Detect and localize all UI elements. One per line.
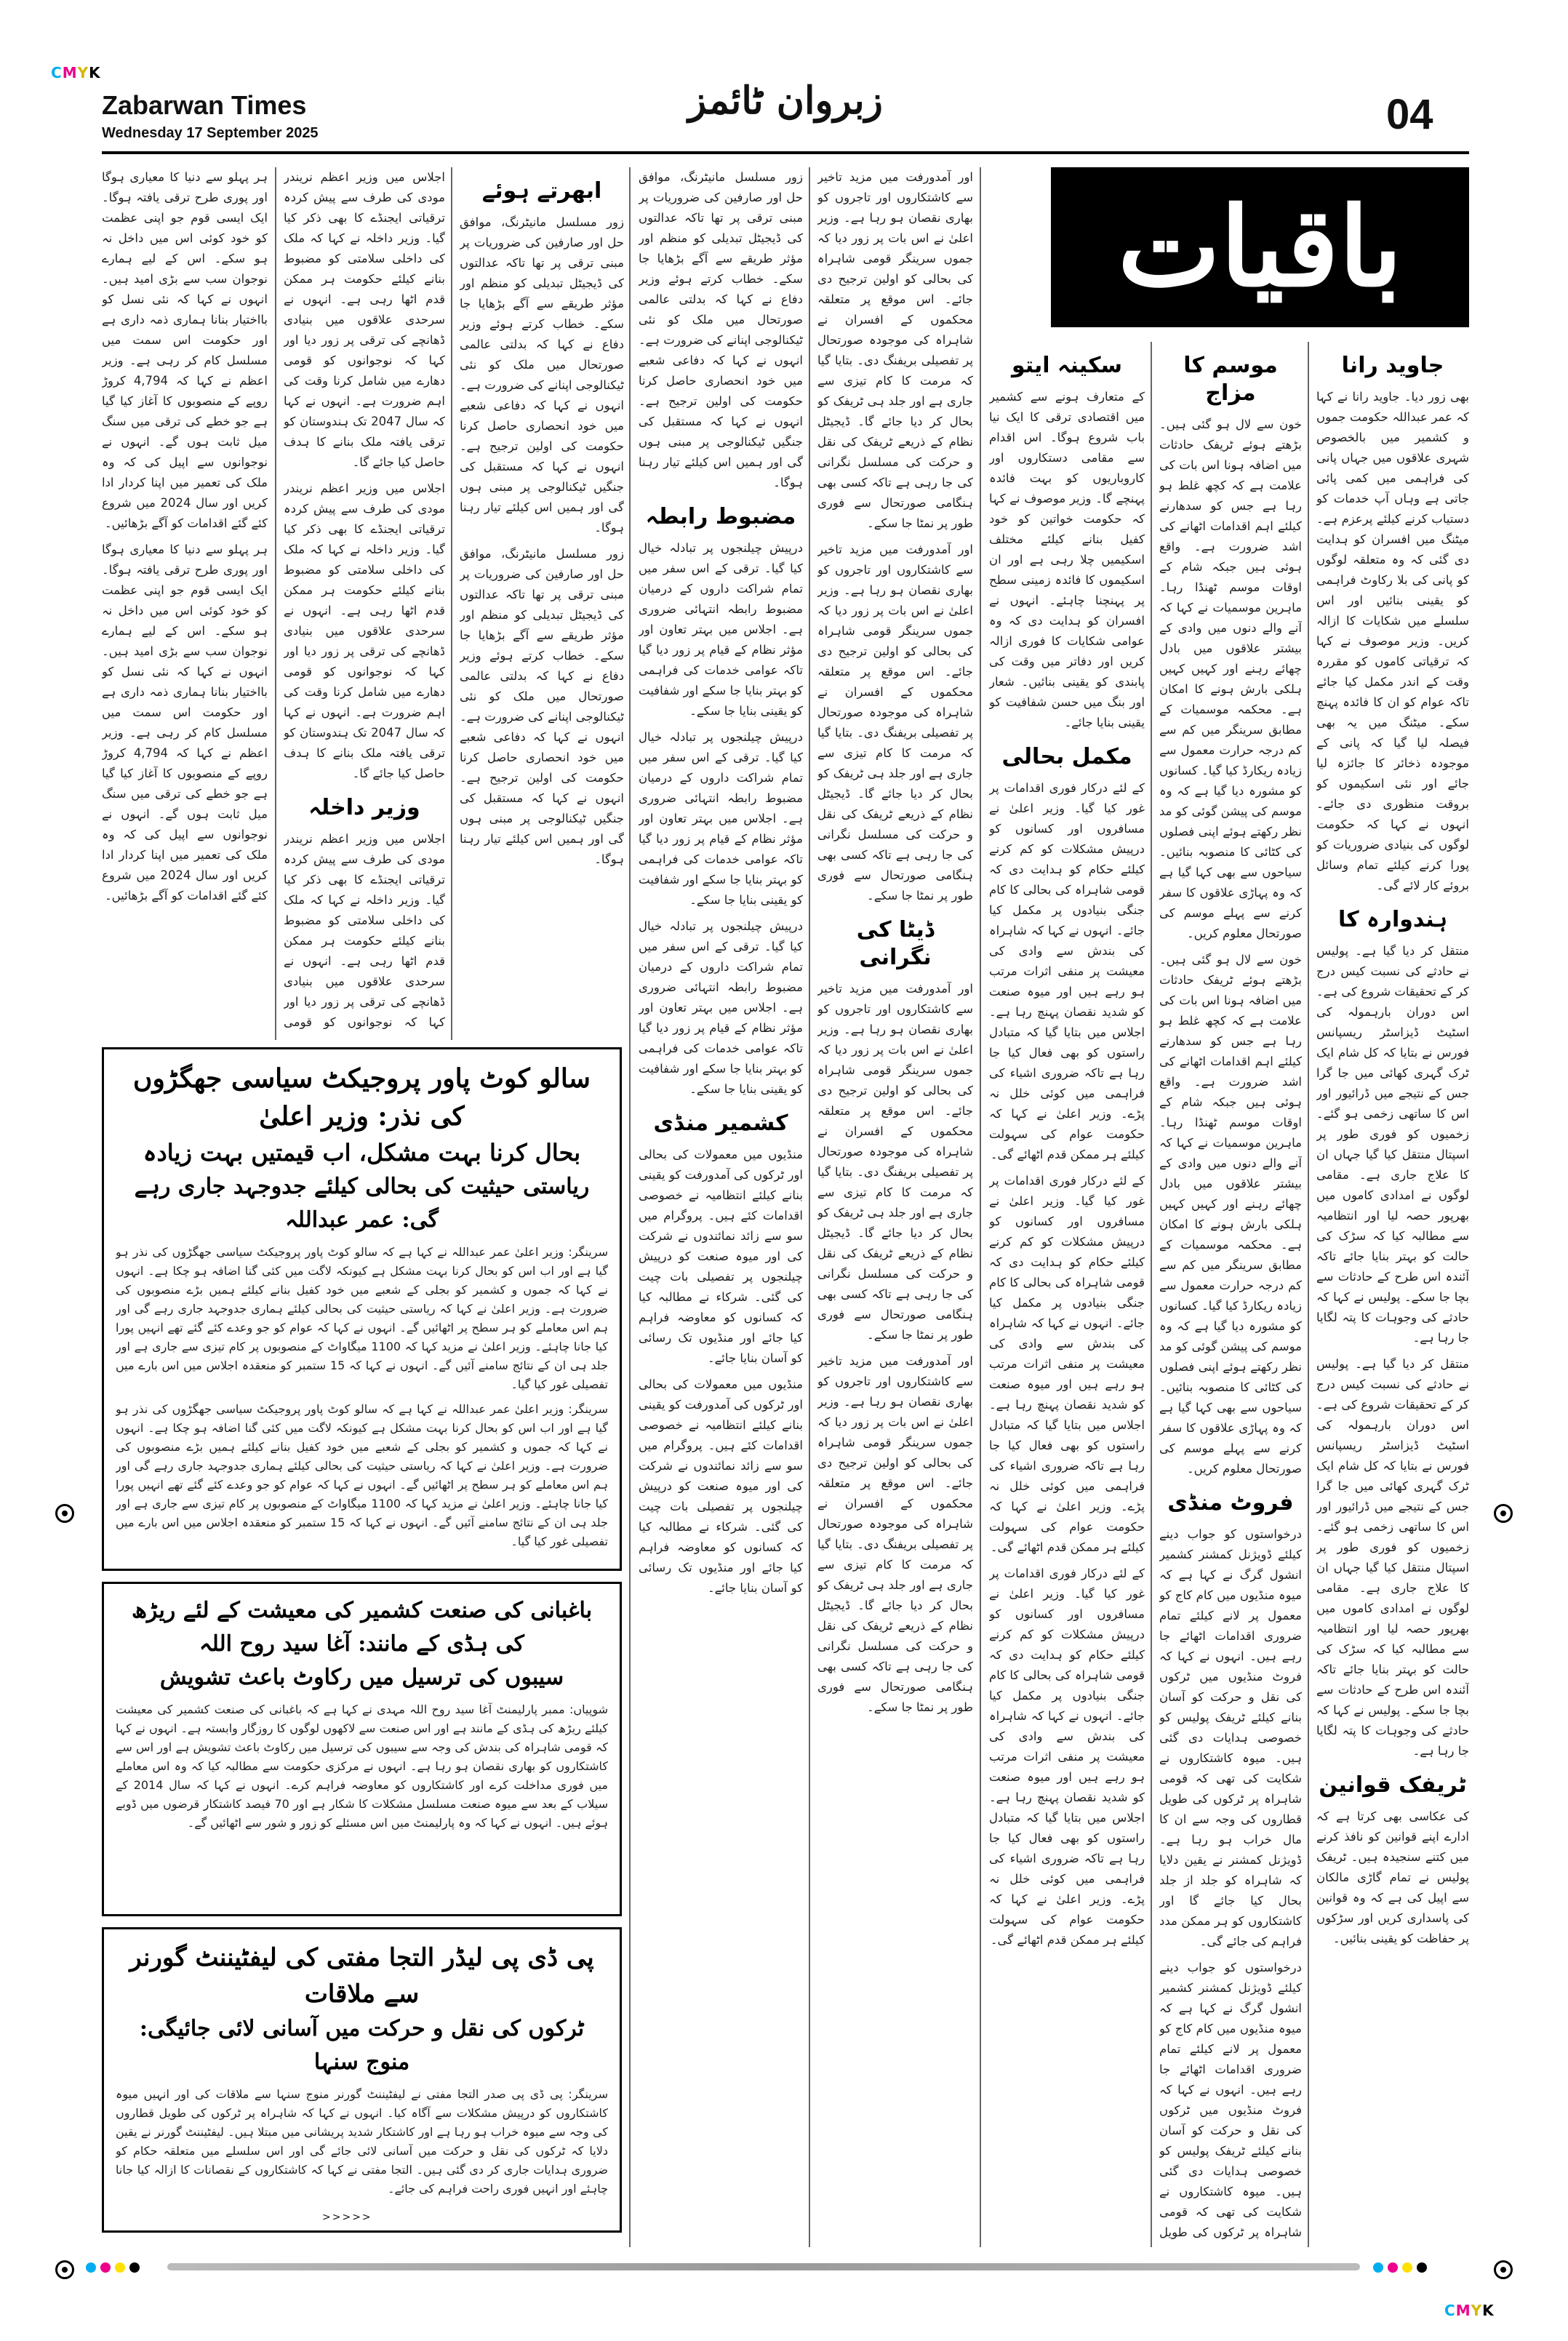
article-body: کے متعارف ہونے سے کشمیر میں اقتصادی ترقی کا ایک نیا باب شروع ہوگا۔ اس اقدام سے مقامی دستکاروں اور کاروباریوں کو بہت فائدہ پہنچے گا۔ وزیر موصوف نے کہا کہ حکومت خواتین کو خود کفیل بنانے کیلئے مختلف اسکیمیں چلا رہی ہے اور ان اسکیموں کا فائدہ زمینی سطح پر پہنچنا چاہئے۔ انہوں نے افسران کو ہدایت دی کہ وہ عوامی شکایات کا فوری ازالہ کریں اور دفاتر میں وقت کی پابندی کو یقینی بنائیں۔ شعار اور بنگ میں حسن شفافیت کو یقینی بنایا جائے۔ — [989, 390, 1145, 729]
article-heading: سکینہ ایتو — [1011, 353, 1123, 378]
article-body: ہر پہلو سے دنیا کا معیاری ہوگا اور پوری طرح ترقی یافتہ ہوگا۔ ایک ایسی قوم جو اپنی عظمت کو خود کوئی اس میں داخل نہ ہو سکے۔ اس کے لیے ہمارے نوجوان سب سے بڑی امید ہیں۔ انہوں نے کہا کہ نئی نسل کو بااختیار بنانا ہماری ذمہ داری ہے اور حکومت اس سمت میں مسلسل کام کر رہی ہے۔ وزیر اعظم نے کہا کہ 4,794 کروڑ روپے کے منصوبوں کا آغاز کیا گیا ہے جو خطے کی ترقی میں سنگ میل ثابت ہوں گے۔ انہوں نے نوجوانوں سے اپیل کی کہ وہ ملک کی تعمیر میں اپنا کردار ادا کریں اور سال 2024 میں شروع کئے گئے اقدامات کو آگے بڑھائیں۔ — [102, 170, 268, 530]
article-body: منڈیوں میں معمولات کی بحالی اور ٹرکوں کی آمدورفت کو یقینی بنانے کیلئے انتظامیہ نے خصوصی اقدامات کئے ہیں۔ پروگرام میں سو سے زائد نمائندوں نے شرکت کی اور میوہ صنعت کو درپیش چیلنجوں پر تفصیلی بات چیت کی گئی۔ شرکاء نے مطالبہ کیا کہ کسانوں کو معاوضہ فراہم کیا جائے اور منڈیوں تک رسائی کو آسان بنایا جائے۔ — [639, 1377, 803, 1595]
article-body: خون سے لال ہو گئی ہیں۔ بڑھتے ہوئے ٹریفک حادثات میں اضافہ ہونا اس بات کی علامت ہے کہ کچھ غلط ہو رہا ہے جس کو سدھارنے کیلئے اہم اقدامات اٹھانے کی اشد ضرورت ہے۔ واقع ہوئی ہیں جبکہ شام کے اوقات موسم ٹھنڈا رہا۔ ماہرین موسمیات نے کہا کہ آنے والے دنوں میں وادی کے بیشتر علاقوں میں بادل چھائے رہنے اور کہیں کہیں ہلکی بارش ہونے کا امکان ہے۔ محکمہ موسمیات کے مطابق سرینگر میں کم سے کم درجہ حرارت معمول سے زیادہ ریکارڈ کیا گیا۔ کسانوں کو مشورہ دیا گیا ہے کہ وہ موسم کی پیشن گوئی کو مد نظر رکھتے ہوئے اپنی فصلوں کی کٹائی کا منصوبہ بنائیں۔ سیاحوں سے بھی کہا گیا ہے کہ وہ پہاڑی علاقوں کا سفر کرنے سے پہلے موسم کی صورتحال معلوم کریں۔ — [1159, 417, 1302, 940]
registration-mark-right-icon — [1494, 1504, 1513, 1523]
section-banner: باقیات — [1051, 167, 1469, 327]
article-body: درپیش چیلنجوں پر تبادلہ خیال کیا گیا۔ ترقی کے اس سفر میں تمام شراکت داروں کے درمیان مضبوط رابطہ انتہائی ضروری ہے۔ اجلاس میں بہتر تعاون اور مؤثر نظام کے قیام پر زور دیا گیا تاکہ عوامی خدمات کی فراہمی کو بہتر بنایا جا سکے اور شفافیت کو یقینی بنایا جا سکے۔ — [639, 919, 803, 1096]
boxed-story-iltija — [102, 1927, 622, 2233]
article-column-5 — [639, 167, 803, 2240]
masthead-date: Wednesday 17 September 2025 — [102, 125, 319, 141]
column-divider — [629, 167, 631, 2247]
article-body: زور مسلسل مانیٹرنگ، موافق حل اور صارفین کی ضروریات پر مبنی ترقی پر تھا تاکہ عدالتوں کی ڈیجیٹل تبدیلی کو منظم اور مؤثر طریقے سے آگے بڑھایا جا سکے۔ خطاب کرتے ہوئے وزیر دفاع نے کہا کہ بدلتی عالمی صورتحال میں ملک کو نئی ٹیکنالوجی اپنانے کی ضرورت ہے۔ انہوں نے کہا کہ دفاعی شعبے میں خود انحصاری حاصل کرنا حکومت کی اولین ترجیح ہے۔ انہوں نے کہا کہ مستقبل کی جنگیں ٹیکنالوجی پر مبنی ہوں گی اور ہمیں اس کیلئے تیار رہنا ہوگا۔ — [460, 547, 624, 866]
article-column-1 — [1316, 342, 1469, 2240]
story-headline: باغبانی کی صنعت کشمیر کی معیشت کے لئے ریڑھ کی ہڈی کے مانند: آغا سید روح اللہ — [131, 1598, 593, 1657]
page-number: 04 — [1386, 91, 1433, 138]
boxed-story-horticulture — [102, 1582, 622, 1916]
story-body — [116, 1243, 608, 1599]
article-heading: ابھرتے ہوئے — [481, 178, 602, 204]
article-body: ہر پہلو سے دنیا کا معیاری ہوگا اور پوری طرح ترقی یافتہ ہوگا۔ ایک ایسی قوم جو اپنی عظمت کو خود کوئی اس میں داخل نہ ہو سکے۔ اس کے لیے ہمارے نوجوان سب سے بڑی امید ہیں۔ انہوں نے کہا کہ نئی نسل کو بااختیار بنانا ہماری ذمہ داری ہے اور حکومت اس سمت میں مسلسل کام کر رہی ہے۔ وزیر اعظم نے کہا کہ 4,794 کروڑ روپے کے منصوبوں کا آغاز کیا گیا ہے جو خطے کی ترقی میں سنگ میل ثابت ہوں گے۔ انہوں نے نوجوانوں سے اپیل کی کہ وہ ملک کی تعمیر میں اپنا کردار ادا کریں اور سال 2024 میں شروع کئے گئے اقدامات کو آگے بڑھائیں۔ — [102, 543, 268, 903]
article-body: اور آمدورفت میں مزید تاخیر سے کاشتکاروں اور تاجروں کو بھاری نقصان ہو رہا ہے۔ وزیر اعلیٰ نے اس بات پر زور دیا کہ جموں سرینگر قومی شاہراہ کی بحالی کو اولین ترجیح دی جائے۔ اس موقع پر متعلقہ محکموں کے افسران نے شاہراہ کی موجودہ صورتحال پر تفصیلی بریفنگ دی۔ بتایا گیا کہ مرمت کا کام تیزی سے جاری ہے اور جلد ہی ٹریفک کو بحال کر دیا جائے گا۔ ڈیجیٹل نظام کے ذریعے ٹریفک کی نقل و حرکت کی مسلسل نگرانی کی جا رہی ہے تاکہ کسی بھی ہنگامی صورتحال سے فوری طور پر نمٹا جا سکے۔ — [817, 1354, 973, 1714]
article-body: اجلاس میں وزیر اعظم نریندر مودی کی طرف سے پیش کردہ ترقیاتی ایجنڈے کا بھی ذکر کیا گیا۔ وزیر داخلہ نے کہا کہ ملک کی داخلی سلامتی کو مضبوط بنانے کیلئے حکومت ہر ممکن قدم اٹھا رہی ہے۔ انہوں نے سرحدی علاقوں میں بنیادی ڈھانچے کی ترقی پر زور دیا اور کہا کہ نوجوانوں کو قومی دھارے میں شامل کرنا وقت کی اہم ضرورت ہے۔ انہوں نے کہا کہ سال 2047 تک ہندوستان کو ترقی یافتہ ملک بنانے کا ہدف حاصل کیا جائے گا۔ — [284, 481, 445, 780]
cmyk-mark-top: CMYK — [51, 64, 101, 81]
article-body: اور آمدورفت میں مزید تاخیر سے کاشتکاروں اور تاجروں کو بھاری نقصان ہو رہا ہے۔ وزیر اعلیٰ نے اس بات پر زور دیا کہ جموں سرینگر قومی شاہراہ کی بحالی کو اولین ترجیح دی جائے۔ اس موقع پر متعلقہ محکموں کے افسران نے شاہراہ کی موجودہ صورتحال پر تفصیلی بریفنگ دی۔ بتایا گیا کہ مرمت کا کام تیزی سے جاری ہے اور جلد ہی ٹریفک کو بحال کر دیا جائے گا۔ ڈیجیٹل نظام کے ذریعے ٹریفک کی نقل و حرکت کی مسلسل نگرانی کی جا رہی ہے تاکہ کسی بھی ہنگامی صورتحال سے فوری طور پر نمٹا جا سکے۔ — [817, 543, 973, 903]
registration-mark-bottom-left-icon — [55, 2260, 74, 2279]
article-column-6 — [460, 167, 624, 1033]
article-column-3 — [989, 342, 1145, 2240]
color-swatches-right — [1373, 2262, 1431, 2276]
article-heading: جاوید رانا — [1341, 353, 1444, 378]
article-body: اجلاس میں وزیر اعظم نریندر مودی کی طرف سے پیش کردہ ترقیاتی ایجنڈے کا بھی ذکر کیا گیا۔ وزیر داخلہ نے کہا کہ ملک کی داخلی سلامتی کو مضبوط بنانے کیلئے حکومت ہر ممکن قدم اٹھا رہی ہے۔ انہوں نے سرحدی علاقوں میں بنیادی ڈھانچے کی ترقی پر زور دیا اور کہا کہ نوجوانوں کو قومی دھارے میں شامل کرنا وقت کی اہم ضرورت ہے۔ انہوں نے کہا کہ سال 2047 تک ہندوستان کو ترقی یافتہ ملک بنانے کا ہدف حاصل کیا جائے گا۔ — [284, 170, 445, 469]
article-heading: ہندوارہ کا — [1337, 907, 1448, 932]
story-subheadline: سیبوں کی ترسیل میں رکاوٹ باعث تشویش — [159, 1665, 564, 1690]
article-heading: ٹریفک قوانین — [1319, 1772, 1467, 1798]
article-body: کے لئے درکار فوری اقدامات پر غور کیا گیا۔ وزیر اعلیٰ نے مسافروں اور کسانوں کو درپیش مشکلات کو کم کرنے کیلئے حکام کو ہدایت دی کہ قومی شاہراہ کی بحالی کا کام جنگی بنیادوں پر مکمل کیا جائے۔ انہوں نے کہا کہ شاہراہ کی بندش سے وادی کی معیشت پر منفی اثرات مرتب ہو رہے ہیں اور میوہ صنعت کو شدید نقصان پہنچ رہا ہے۔ اجلاس میں بتایا گیا کہ متبادل راستوں کو بھی فعال کیا جا رہا ہے تاکہ ضروری اشیاء کی فراہمی میں کوئی خلل نہ پڑے۔ وزیر اعلیٰ نے کہا کہ حکومت عوام کی سہولت کیلئے ہر ممکن قدم اٹھائے گی۔ — [989, 781, 1145, 1161]
article-heading: ڈیٹا کی نگرانی — [856, 917, 935, 970]
article-body: درپیش چیلنجوں پر تبادلہ خیال کیا گیا۔ ترقی کے اس سفر میں تمام شراکت داروں کے درمیان مضبوط رابطہ انتہائی ضروری ہے۔ اجلاس میں بہتر تعاون اور مؤثر نظام کے قیام پر زور دیا گیا تاکہ عوامی خدمات کی فراہمی کو بہتر بنایا جا سکے اور شفافیت کو یقینی بنایا جا سکے۔ — [639, 730, 803, 907]
article-body: بھی زور دیا۔ جاوید رانا نے کہا کہ عمر عبداللہ حکومت جموں و کشمیر میں بالخصوص شہری علاقوں میں جہاں پانی کی فراہمی میں کمی پائی جاتی ہے وہاں آپ خدمات کو دستیاب کرنے کیلئے پرعزم ہے۔ میٹنگ میں افسران کو ہدایت دی گئی کہ وہ متعلقہ لوگوں کو پانی کی بلا رکاوٹ فراہمی کو یقینی بنائیں اور اس سلسلے میں شکایات کا ازالہ کریں۔ وزیر موصوف نے کہا کہ ترقیاتی کاموں کو مقررہ وقت کے اندر مکمل کیا جائے تاکہ عوام کو ان کا فائدہ پہنچ سکے۔ میٹنگ میں یہ بھی فیصلہ لیا گیا کہ پانی کے موجودہ ذخائر کا جائزہ لیا جائے اور نئی اسکیموں کو بروقت منظوری دی جائے۔ انہوں نے کہا کہ حکومت لوگوں کی بنیادی ضروریات کو پورا کرنے کیلئے تمام وسائل بروئے کار لائے گی۔ — [1316, 390, 1469, 892]
column-divider — [275, 167, 276, 1040]
article-heading: موسم کا مزاج — [1183, 353, 1278, 406]
cmyk-mark-bottom: CMYK — [1444, 2302, 1495, 2319]
color-swatches-left — [86, 2262, 144, 2276]
masthead-rule — [102, 151, 1469, 154]
article-body: کی عکاسی بھی کرتا ہے کہ ادارے اپنے قوانین کو نافذ کرنے میں کتنے سنجیدہ ہیں۔ ٹریفک پولیس نے تمام گاڑی مالکان سے اپیل کی ہے کہ وہ قوانین کی پاسداری کریں اور سڑکوں پر حفاظت کو یقینی بنائیں۔ — [1316, 1809, 1469, 1945]
boxed-story-salal — [102, 1047, 622, 1571]
article-body: اور آمدورفت میں مزید تاخیر سے کاشتکاروں اور تاجروں کو بھاری نقصان ہو رہا ہے۔ وزیر اعلیٰ نے اس بات پر زور دیا کہ جموں سرینگر قومی شاہراہ کی بحالی کو اولین ترجیح دی جائے۔ اس موقع پر متعلقہ محکموں کے افسران نے شاہراہ کی موجودہ صورتحال پر تفصیلی بریفنگ دی۔ بتایا گیا کہ مرمت کا کام تیزی سے جاری ہے اور جلد ہی ٹریفک کو بحال کر دیا جائے گا۔ ڈیجیٹل نظام کے ذریعے ٹریفک کی نقل و حرکت کی مسلسل نگرانی کی جا رہی ہے تاکہ کسی بھی ہنگامی صورتحال سے فوری طور پر نمٹا جا سکے۔ — [817, 170, 973, 530]
column-divider — [1151, 342, 1152, 2247]
story-headline: سالو کوٹ پاور پروجیکٹ سیاسی جھگڑوں کی نذر: وزیر اعلیٰ — [133, 1063, 591, 1132]
article-heading: مضبوط رابطہ — [645, 504, 796, 529]
article-heading: فروٹ منڈی — [1167, 1490, 1294, 1516]
column-divider — [1308, 342, 1309, 2247]
story-headline: پی ڈی پی لیڈر التجا مفتی کی لیفٹیننٹ گورنر سے ملاقات — [129, 1943, 594, 2009]
column-divider — [980, 167, 981, 2247]
story-paragraph: سرینگر: وزیر اعلیٰ عمر عبداللہ نے کہا ہے کہ سالو کوٹ پاور پروجیکٹ سیاسی جھگڑوں کی نذر ہو گیا ہے اور اب اس کو بحال کرنا بہت مشکل ہے کیونکہ لاگت میں کئی گنا اضافہ ہو چکا ہے۔ انہوں نے کہا کہ جموں و کشمیر کو بجلی کے شعبے میں خود کفیل بنانے کیلئے ہمیں بڑے منصوبوں کی ضرورت ہے۔ وزیر اعلیٰ نے کہا کہ ریاستی حیثیت کی بحالی کیلئے ہماری جدوجہد جاری رہے گی اور ہم اس معاملے کو ہر سطح پر اٹھائیں گے۔ انہوں نے کہا کہ عوام کو جو وعدے کئے گئے تھے انہیں پورا کیا جانا چاہئے۔ وزیر اعلیٰ نے مزید کہا کہ 1100 میگاواٹ کے منصوبوں پر کام تیزی سے جاری ہے اور جلد ہی ان کے نتائج سامنے آئیں گے۔ انہوں نے کہا کہ 15 ستمبر کو منعقدہ اجلاس میں اس بارے میں تفصیلی غور کیا گیا۔ — [116, 1402, 608, 1548]
article-body: درخواستوں کو جواب دینے کیلئے ڈویژنل کمشنر کشمیر انشول گرگ نے کہا ہے کہ میوہ منڈیوں میں کام کاج کو معمول پر لانے کیلئے تمام ضروری اقدامات اٹھائے جا رہے ہیں۔ انہوں نے کہا کہ فروٹ منڈیوں میں ٹرکوں کی نقل و حرکت کو آسان بنانے کیلئے ٹریفک پولیس کو خصوصی ہدایات دی گئی ہیں۔ میوہ کاشتکاروں نے شکایت کی تھی کہ قومی شاہراہ پر ٹرکوں کی طویل — [1159, 1961, 1302, 2239]
article-body: منتقل کر دیا گیا ہے۔ پولیس نے حادثے کی نسبت کیس درج کر کے تحقیقات شروع کی ہے۔ اس دوران بارہمولہ کی اسٹیٹ ڈیزاسٹر ریسپانس فورس نے بتایا کہ کل شام ایک ٹرک گہری کھائی میں جا گرا جس کے نتیجے میں ڈرائیور اور اس کا ساتھی زخمی ہو گئے۔ زخمیوں کو فوری طور پر اسپتال منتقل کیا گیا جہاں ان کا علاج جاری ہے۔ مقامی لوگوں نے امدادی کاموں میں بھرپور حصہ لیا اور انتظامیہ سے مطالبہ کیا کہ سڑک کی حالت کو بہتر بنایا جائے تاکہ آئندہ اس طرح کے حادثات سے بچا جا سکے۔ پولیس نے کہا کہ حادثے کی وجوہات کا پتہ لگایا جا رہا ہے۔ — [1316, 944, 1469, 1345]
article-body: زور مسلسل مانیٹرنگ، موافق حل اور صارفین کی ضروریات پر مبنی ترقی پر تھا تاکہ عدالتوں کی ڈیجیٹل تبدیلی کو منظم اور مؤثر طریقے سے آگے بڑھایا جا سکے۔ خطاب کرتے ہوئے وزیر دفاع نے کہا کہ بدلتی عالمی صورتحال میں ملک کو نئی ٹیکنالوجی اپنانے کی ضرورت ہے۔ انہوں نے کہا کہ دفاعی شعبے میں خود انحصاری حاصل کرنا حکومت کی اولین ترجیح ہے۔ انہوں نے کہا کہ مستقبل کی جنگیں ٹیکنالوجی پر مبنی ہوں گی اور ہمیں اس کیلئے تیار رہنا ہوگا۔ — [639, 170, 803, 489]
article-column-7 — [284, 167, 445, 1033]
article-heading: وزیر داخلہ — [308, 795, 420, 820]
article-body: منڈیوں میں معمولات کی بحالی اور ٹرکوں کی آمدورفت کو یقینی بنانے کیلئے انتظامیہ نے خصوصی اقدامات کئے ہیں۔ پروگرام میں سو سے زائد نمائندوں نے شرکت کی اور میوہ صنعت کو درپیش چیلنجوں پر تفصیلی بات چیت کی گئی۔ شرکاء نے مطالبہ کیا کہ کسانوں کو معاوضہ فراہم کیا جائے اور منڈیوں تک رسائی کو آسان بنایا جائے۔ — [639, 1148, 803, 1365]
article-body: زور مسلسل مانیٹرنگ، موافق حل اور صارفین کی ضروریات پر مبنی ترقی پر تھا تاکہ عدالتوں کی ڈیجیٹل تبدیلی کو منظم اور مؤثر طریقے سے آگے بڑھایا جا سکے۔ خطاب کرتے ہوئے وزیر دفاع نے کہا کہ بدلتی عالمی صورتحال میں ملک کو نئی ٹیکنالوجی اپنانے کی ضرورت ہے۔ انہوں نے کہا کہ دفاعی شعبے میں خود انحصاری حاصل کرنا حکومت کی اولین ترجیح ہے۔ انہوں نے کہا کہ مستقبل کی جنگیں ٹیکنالوجی پر مبنی ہوں گی اور ہمیں اس کیلئے تیار رہنا ہوگا۔ — [460, 215, 624, 535]
story-subheadline: ریاستی حیثیت کی بحالی کیلئے جدوجہد جاری رہے گی: عمر عبداللہ — [134, 1174, 590, 1233]
column-divider — [809, 167, 810, 2247]
continued-marker: >>>>> — [322, 2212, 372, 2223]
article-column-2 — [1159, 342, 1302, 2240]
article-body: کے لئے درکار فوری اقدامات پر غور کیا گیا۔ وزیر اعلیٰ نے مسافروں اور کسانوں کو درپیش مشکلات کو کم کرنے کیلئے حکام کو ہدایت دی کہ قومی شاہراہ کی بحالی کا کام جنگی بنیادوں پر مکمل کیا جائے۔ انہوں نے کہا کہ شاہراہ کی بندش سے وادی کی معیشت پر منفی اثرات مرتب ہو رہے ہیں اور میوہ صنعت کو شدید نقصان پہنچ رہا ہے۔ اجلاس میں بتایا گیا کہ متبادل راستوں کو بھی فعال کیا جا رہا ہے تاکہ ضروری اشیاء کی فراہمی میں کوئی خلل نہ پڑے۔ وزیر اعلیٰ نے کہا کہ حکومت عوام کی سہولت کیلئے ہر ممکن قدم اٹھائے گی۔ — [989, 1174, 1145, 1554]
article-body: منتقل کر دیا گیا ہے۔ پولیس نے حادثے کی نسبت کیس درج کر کے تحقیقات شروع کی ہے۔ اس دوران بارہمولہ کی اسٹیٹ ڈیزاسٹر ریسپانس فورس نے بتایا کہ کل شام ایک ٹرک گہری کھائی میں جا گرا جس کے نتیجے میں ڈرائیور اور اس کا ساتھی زخمی ہو گئے۔ زخمیوں کو فوری طور پر اسپتال منتقل کیا گیا جہاں ان کا علاج جاری ہے۔ مقامی لوگوں نے امدادی کاموں میں بھرپور حصہ لیا اور انتظامیہ سے مطالبہ کیا کہ سڑک کی حالت کو بہتر بنایا جائے تاکہ آئندہ اس طرح کے حادثات سے بچا جا سکے۔ پولیس نے کہا کہ حادثے کی وجوہات کا پتہ لگایا جا رہا ہے۔ — [1316, 1357, 1469, 1758]
article-body: اور آمدورفت میں مزید تاخیر سے کاشتکاروں اور تاجروں کو بھاری نقصان ہو رہا ہے۔ وزیر اعلیٰ نے اس بات پر زور دیا کہ جموں سرینگر قومی شاہراہ کی بحالی کو اولین ترجیح دی جائے۔ اس موقع پر متعلقہ محکموں کے افسران نے شاہراہ کی موجودہ صورتحال پر تفصیلی بریفنگ دی۔ بتایا گیا کہ مرمت کا کام تیزی سے جاری ہے اور جلد ہی ٹریفک کو بحال کر دیا جائے گا۔ ڈیجیٹل نظام کے ذریعے ٹریفک کی نقل و حرکت کی مسلسل نگرانی کی جا رہی ہے تاکہ کسی بھی ہنگامی صورتحال سے فوری طور پر نمٹا جا سکے۔ — [817, 982, 973, 1342]
article-column-8 — [102, 167, 268, 1033]
masthead-urdu-logo: زبروان ٹائمز — [688, 79, 883, 123]
story-paragraph: سرینگر: پی ڈی پی صدر التجا مفتی نے لیفٹیننٹ گورنر منوج سنہا سے ملاقات کی اور انہیں میوہ کاشتکاروں کو درپیش مشکلات سے آگاہ کیا۔ انہوں نے کہا کہ شاہراہ پر ٹرکوں کی طویل قطاروں کی وجہ سے میوہ خراب ہو رہا ہے اور کاشتکار شدید پریشانی میں مبتلا ہیں۔ لیفٹیننٹ گورنر نے یقین دلایا کہ ٹرکوں کی نقل و حرکت میں آسانی لائی جائے گی اور اس سلسلے میں متعلقہ حکام کو ضروری ہدایات جاری کر دی گئی ہیں۔ التجا مفتی نے کہا کہ کاشتکاروں کے نقصانات کا ازالہ کیا جانا چاہئے اور انہیں فوری راحت فراہم کی جائے۔ — [116, 2087, 608, 2196]
registration-mark-bottom-right-icon — [1494, 2260, 1513, 2279]
registration-mark-left-icon — [55, 1504, 74, 1523]
story-paragraph: سرینگر: وزیر اعلیٰ عمر عبداللہ نے کہا ہے کہ سالو کوٹ پاور پروجیکٹ سیاسی جھگڑوں کی نذر ہو گیا ہے اور اب اس کو بحال کرنا بہت مشکل ہے کیونکہ لاگت میں کئی گنا اضافہ ہو چکا ہے۔ انہوں نے کہا کہ جموں و کشمیر کو بجلی کے شعبے میں خود کفیل بنانے کیلئے ہمیں بڑے منصوبوں کی ضرورت ہے۔ وزیر اعلیٰ نے کہا کہ ریاستی حیثیت کی بحالی کیلئے ہماری جدوجہد جاری رہے گی اور ہم اس معاملے کو ہر سطح پر اٹھائیں گے۔ انہوں نے کہا کہ عوام کو جو وعدے کئے گئے تھے انہیں پورا کیا جانا چاہئے۔ وزیر اعلیٰ نے مزید کہا کہ 1100 میگاواٹ کے منصوبوں پر کام تیزی سے جاری ہے اور جلد ہی ان کے نتائج سامنے آئیں گے۔ انہوں نے کہا کہ 15 ستمبر کو منعقدہ اجلاس میں اس بارے میں تفصیلی غور کیا گیا۔ — [116, 1245, 608, 1391]
article-heading: کشمیر منڈی — [653, 1111, 788, 1136]
article-body: درخواستوں کو جواب دینے کیلئے ڈویژنل کمشنر کشمیر انشول گرگ نے کہا ہے کہ میوہ منڈیوں میں کام کاج کو معمول پر لانے کیلئے تمام ضروری اقدامات اٹھائے جا رہے ہیں۔ انہوں نے کہا کہ فروٹ منڈیوں میں ٹرکوں کی نقل و حرکت کو آسان بنانے کیلئے ٹریفک پولیس کو خصوصی ہدایات دی گئی ہیں۔ میوہ کاشتکاروں نے شکایت کی تھی کہ قومی شاہراہ پر ٹرکوں کی طویل قطاروں کی وجہ سے ان کا مال خراب ہو رہا ہے۔ ڈویژنل کمشنر نے یقین دلایا کہ شاہراہ کو جلد از جلد بحال کیا جائے گا اور کاشتکاروں کو ہر ممکن مدد فراہم کی جائے گی۔ — [1159, 1527, 1302, 1948]
story-body — [116, 1700, 608, 1918]
story-paragraph: شوپیاں: ممبر پارلیمنٹ آغا سید روح اللہ مہدی نے کہا ہے کہ باغبانی کی صنعت کشمیر کی معیشت کیلئے ریڑھ کی ہڈی کے مانند ہے اور اس صنعت سے لاکھوں لوگوں کا روزگار وابستہ ہے۔ انہوں نے کہا کہ قومی شاہراہ کی بندش کی وجہ سے سیبوں کی ترسیل میں رکاوٹ باعث تشویش ہے اور اس سے کاشتکاروں کو بھاری نقصان ہو رہا ہے۔ انہوں نے مرکزی حکومت سے مطالبہ کیا کہ وہ اس معاملے میں فوری مداخلت کرے اور کاشتکاروں کو معاوضہ فراہم کرے۔ انہوں نے کہا کہ سال 2014 کے سیلاب کے بعد سے میوہ صنعت مسلسل مشکلات کا شکار ہے اور 70 فیصد کاشتکار قرضوں میں ڈوبے ہوئے ہیں۔ انہوں نے کہا کہ وہ پارلیمنٹ میں اس مسئلے کو زور و شور سے اٹھائیں گے۔ — [116, 1702, 608, 1830]
article-body: اجلاس میں وزیر اعظم نریندر مودی کی طرف سے پیش کردہ ترقیاتی ایجنڈے کا بھی ذکر کیا گیا۔ وزیر داخلہ نے کہا کہ ملک کی داخلی سلامتی کو مضبوط بنانے کیلئے حکومت ہر ممکن قدم اٹھا رہی ہے۔ انہوں نے سرحدی علاقوں میں بنیادی ڈھانچے کی ترقی پر زور دیا اور کہا کہ نوجوانوں کو قومی — [284, 832, 445, 1029]
article-column-4 — [817, 167, 973, 2240]
story-subheadline: بحال کرنا بہت مشکل، اب قیمتیں بہت زیادہ — [143, 1139, 581, 1167]
article-body: کے لئے درکار فوری اقدامات پر غور کیا گیا۔ وزیر اعلیٰ نے مسافروں اور کسانوں کو درپیش مشکلات کو کم کرنے کیلئے حکام کو ہدایت دی کہ قومی شاہراہ کی بحالی کا کام جنگی بنیادوں پر مکمل کیا جائے۔ انہوں نے کہا کہ شاہراہ کی بندش سے وادی کی معیشت پر منفی اثرات مرتب ہو رہے ہیں اور میوہ صنعت کو شدید نقصان پہنچ رہا ہے۔ اجلاس میں بتایا گیا کہ متبادل راستوں کو بھی فعال کیا جا رہا ہے تاکہ ضروری اشیاء کی فراہمی میں کوئی خلل نہ پڑے۔ وزیر اعلیٰ نے کہا کہ حکومت عوام کی سہولت کیلئے ہر ممکن قدم اٹھائے گی۔ — [989, 1566, 1145, 1947]
bottom-gradient-bar — [167, 2263, 1360, 2270]
column-divider — [451, 167, 452, 1040]
article-body: خون سے لال ہو گئی ہیں۔ بڑھتے ہوئے ٹریفک حادثات میں اضافہ ہونا اس بات کی علامت ہے کہ کچھ غلط ہو رہا ہے جس کو سدھارنے کیلئے اہم اقدامات اٹھانے کی اشد ضرورت ہے۔ واقع ہوئی ہیں جبکہ شام کے اوقات موسم ٹھنڈا رہا۔ ماہرین موسمیات نے کہا کہ آنے والے دنوں میں وادی کے بیشتر علاقوں میں بادل چھائے رہنے اور کہیں کہیں ہلکی بارش ہونے کا امکان ہے۔ محکمہ موسمیات کے مطابق سرینگر میں کم سے کم درجہ حرارت معمول سے زیادہ ریکارڈ کیا گیا۔ کسانوں کو مشورہ دیا گیا ہے کہ وہ موسم کی پیشن گوئی کو مد نظر رکھتے ہوئے اپنی فصلوں کی کٹائی کا منصوبہ بنائیں۔ سیاحوں سے بھی کہا گیا ہے کہ وہ پہاڑی علاقوں کا سفر کرنے سے پہلے موسم کی صورتحال معلوم کریں۔ — [1159, 953, 1302, 1476]
article-heading: مکمل بحالی — [1001, 744, 1132, 769]
masthead-title: Zabarwan Times — [102, 90, 307, 120]
story-subheadline: ٹرکوں کی نقل و حرکت میں آسانی لائی جائیگی: منوج سنہا — [139, 2016, 585, 2075]
article-body: درپیش چیلنجوں پر تبادلہ خیال کیا گیا۔ ترقی کے اس سفر میں تمام شراکت داروں کے درمیان مضبوط رابطہ انتہائی ضروری ہے۔ اجلاس میں بہتر تعاون اور مؤثر نظام کے قیام پر زور دیا گیا تاکہ عوامی خدمات کی فراہمی کو بہتر بنایا جا سکے اور شفافیت کو یقینی بنایا جا سکے۔ — [639, 541, 803, 718]
